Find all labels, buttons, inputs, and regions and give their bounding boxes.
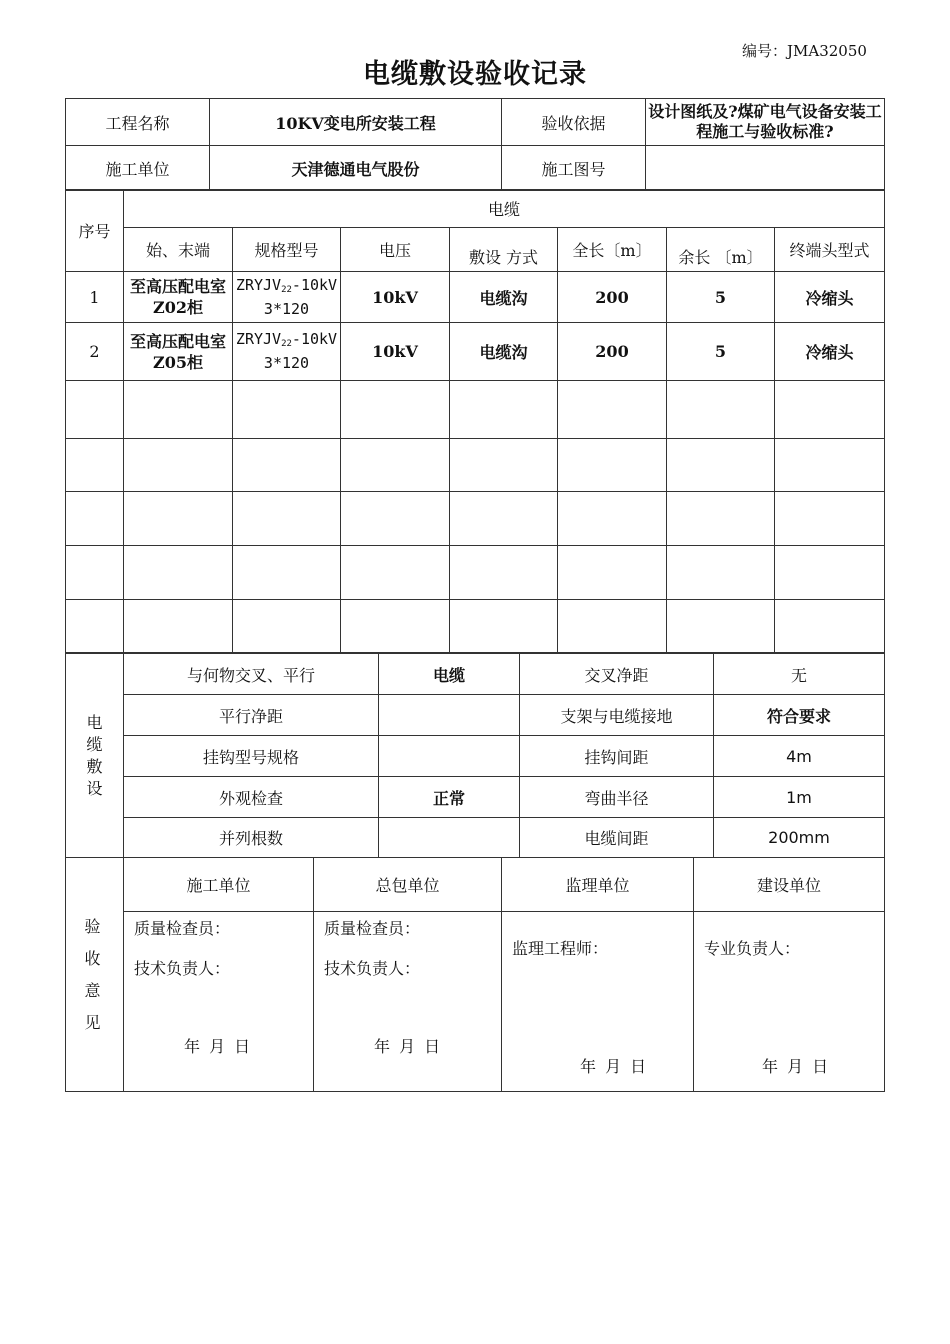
laying-row — [66, 695, 885, 736]
col-length: 全长〔m〕 — [558, 228, 667, 272]
laying-label: 弯曲半径 — [520, 777, 714, 818]
row-seq: 1 — [66, 272, 124, 323]
row-length: 200 — [558, 272, 667, 323]
laying-value: 1m — [714, 777, 885, 818]
table-row — [66, 323, 885, 381]
laying-value — [379, 818, 520, 858]
laying-side-label: 电缆敷设 — [66, 654, 124, 858]
drawing-no-label: 施工图号 — [502, 146, 646, 191]
laying-value: 200mm — [714, 818, 885, 858]
laying-row — [66, 654, 885, 695]
row-spec: $ZRYJV_{22}-10kV3*120$ — [233, 323, 341, 381]
laying-label: 平行净距 — [124, 695, 379, 736]
basis-value: 设计图纸及?煤矿电气设备安装工程施工与验收标准? — [646, 99, 885, 146]
empty-row — [66, 492, 885, 546]
unit-supervision: 监理单位 — [502, 858, 694, 912]
col-method: 敷设 方式 — [450, 228, 558, 272]
laying-value — [379, 736, 520, 777]
professional-lead-label: 专业负责人： — [704, 939, 801, 958]
supervisor-engineer-label: 监理工程师： — [512, 939, 609, 958]
contractor-label: 施工单位 — [66, 146, 210, 191]
date-label: 年 月 日 — [184, 1037, 253, 1056]
contractor-sign-cell — [124, 912, 314, 1092]
col-spare: 余长 〔m〕 — [667, 228, 775, 272]
col-ends: 始、末端 — [124, 228, 233, 272]
quality-inspector-label: 质量检查员： — [324, 919, 421, 938]
row-method: 电缆沟 — [450, 272, 558, 323]
row-method: 电缆沟 — [450, 323, 558, 381]
row-length: 200 — [558, 323, 667, 381]
quality-inspector-label: 质量检查员： — [134, 919, 231, 938]
laying-label: 挂钩型号规格 — [124, 736, 379, 777]
row-terminal: 冷缩头 — [775, 272, 885, 323]
unit-contractor: 施工单位 — [124, 858, 314, 912]
empty-row — [66, 439, 885, 492]
laying-value: 电缆 — [379, 654, 520, 695]
laying-value: 正常 — [379, 777, 520, 818]
laying-row — [66, 818, 885, 858]
empty-row — [66, 546, 885, 600]
row-voltage: 10kV — [341, 323, 450, 381]
laying-value: 无 — [714, 654, 885, 695]
date-label: 年 月 日 — [580, 1057, 649, 1076]
acceptance-table — [65, 857, 885, 1092]
general-contractor-sign-cell — [314, 912, 502, 1092]
acceptance-side-label: 验收意见 — [66, 858, 124, 1092]
row-ends: 至高压配电室Z02柜 — [124, 272, 233, 323]
laying-label: 电缆间距 — [520, 818, 714, 858]
basis-label: 验收依据 — [502, 99, 646, 146]
col-terminal: 终端头型式 — [775, 228, 885, 272]
col-spec: 规格型号 — [233, 228, 341, 272]
laying-label: 并列根数 — [124, 818, 379, 858]
empty-row — [66, 381, 885, 439]
laying-label: 外观检查 — [124, 777, 379, 818]
row-ends: 至高压配电室Z05柜 — [124, 323, 233, 381]
laying-value: 符合要求 — [714, 695, 885, 736]
project-name-label: 工程名称 — [66, 99, 210, 146]
drawing-no-value — [646, 146, 885, 191]
table-row — [66, 272, 885, 323]
row-spec: $ZRYJV_{22}-10kV3*120$ — [233, 272, 341, 323]
seq-header: 序号 — [66, 190, 124, 272]
unit-owner: 建设单位 — [694, 858, 885, 912]
row-spare: 5 — [667, 272, 775, 323]
laying-label: 交叉净距 — [520, 654, 714, 695]
laying-label: 挂钩间距 — [520, 736, 714, 777]
date-label: 年 月 日 — [374, 1037, 443, 1056]
laying-row — [66, 777, 885, 818]
row-seq: 2 — [66, 323, 124, 381]
project-name-value: 10KV变电所安装工程 — [210, 99, 502, 146]
project-info-table — [65, 98, 885, 191]
supervision-sign-cell — [502, 912, 694, 1092]
row-voltage: 10kV — [341, 272, 450, 323]
cable-table — [65, 189, 885, 653]
empty-row — [66, 600, 885, 653]
contractor-value: 天津德通电气股份 — [210, 146, 502, 191]
row-terminal: 冷缩头 — [775, 323, 885, 381]
col-voltage: 电压 — [341, 228, 450, 272]
unit-general-contractor: 总包单位 — [314, 858, 502, 912]
laying-table — [65, 653, 885, 858]
page-title: 电缆敷设验收记录 — [363, 59, 587, 90]
document-number: 编号：JMA32050 — [742, 42, 867, 60]
laying-value — [379, 695, 520, 736]
date-label: 年 月 日 — [762, 1057, 831, 1076]
tech-lead-label: 技术负责人： — [134, 959, 231, 978]
tech-lead-label: 技术负责人： — [324, 959, 421, 978]
cable-group-header: 电缆 — [124, 190, 885, 228]
laying-label: 支架与电缆接地 — [520, 695, 714, 736]
laying-label: 与何物交叉、平行 — [124, 654, 379, 695]
owner-sign-cell — [694, 912, 885, 1092]
row-spare: 5 — [667, 323, 775, 381]
laying-row — [66, 736, 885, 777]
laying-value: 4m — [714, 736, 885, 777]
